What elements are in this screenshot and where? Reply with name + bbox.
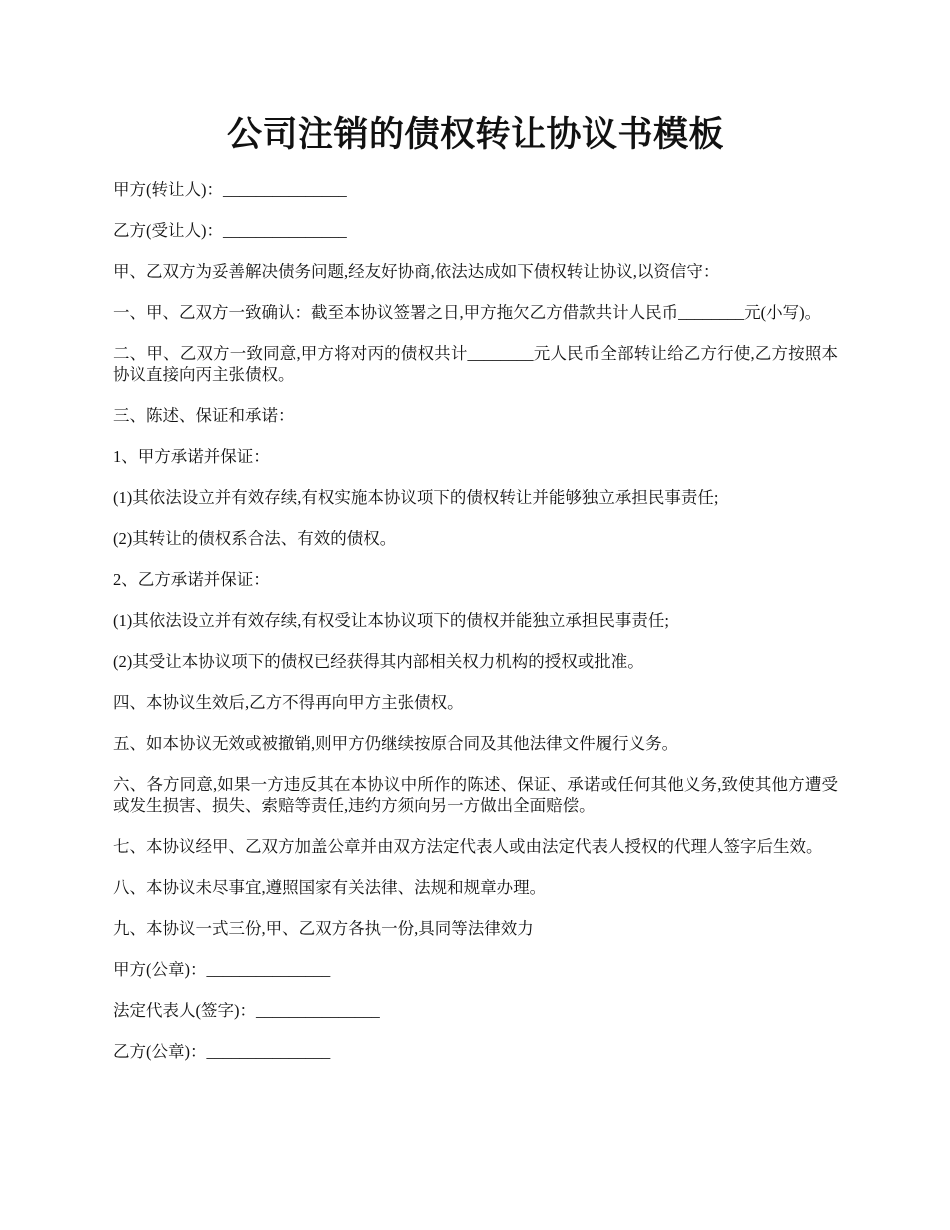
party-b-transferee-line: 乙方(受让人)：_______________ bbox=[113, 221, 347, 240]
clause-3-party-b-item-1: (1)其依法设立并有效存续,有权受让本协议项下的债权并能独立承担民事责任; bbox=[113, 611, 669, 630]
clause-4: 四、本协议生效后,乙方不得再向甲方主张债权。 bbox=[113, 693, 464, 712]
document-body bbox=[113, 179, 838, 1062]
document-title: 公司注销的债权转让协议书模板 bbox=[226, 115, 724, 154]
clause-3-party-a-item-2: (2)其转让的债权系合法、有效的债权。 bbox=[113, 529, 397, 548]
clause-8: 八、本协议未尽事宜,遵照国家有关法律、法规和规章办理。 bbox=[113, 878, 547, 897]
clause-3-party-a-heading: 1、甲方承诺并保证： bbox=[113, 447, 270, 466]
party-a-seal-line: 甲方(公章)：_______________ bbox=[113, 960, 331, 979]
clause-9: 九、本协议一式三份,甲、乙双方各执一份,具同等法律效力 bbox=[113, 919, 534, 938]
clause-3-party-b-item-2: (2)其受让本协议项下的债权已经获得其内部相关权力机构的授权或批准。 bbox=[113, 652, 644, 671]
legal-representative-signature-line: 法定代表人(签字)：_______________ bbox=[113, 1001, 380, 1020]
party-b-seal-line: 乙方(公章)：_______________ bbox=[113, 1042, 331, 1061]
clause-3-heading: 三、陈述、保证和承诺： bbox=[113, 406, 295, 425]
clause-1: 一、甲、乙双方一致确认：截至本协议签署之日,甲方拖欠乙方借款共计人民币________元(小写)。 bbox=[113, 303, 822, 322]
clause-6: 六、各方同意,如果一方违反其在本协议中所作的陈述、保证、承诺或任何其他义务,致使其他方遭受或发生损害、损失、索赔等责任,违约方须向另一方做出全面赔偿。 bbox=[113, 775, 838, 815]
party-a-transferor-line: 甲方(转让人)：_______________ bbox=[113, 180, 347, 199]
clause-5: 五、如本协议无效或被撤销,则甲方仍继续按原合同及其他法律文件履行义务。 bbox=[113, 734, 679, 753]
clause-2: 二、甲、乙双方一致同意,甲方将对丙的债权共计________元人民币全部转让给乙方行使,乙方按照本协议直接向丙主张债权。 bbox=[113, 344, 838, 384]
preamble-paragraph: 甲、乙双方为妥善解决债务问题,经友好协商,依法达成如下债权转让协议,以资信守： bbox=[113, 262, 720, 281]
clause-7: 七、本协议经甲、乙双方加盖公章并由双方法定代表人或由法定代表人授权的代理人签字后生效。 bbox=[113, 837, 823, 856]
clause-3-party-b-heading: 2、乙方承诺并保证： bbox=[113, 570, 270, 589]
clause-3-party-a-item-1: (1)其依法设立并有效存续,有权实施本协议项下的债权转让并能够独立承担民事责任; bbox=[113, 488, 719, 507]
